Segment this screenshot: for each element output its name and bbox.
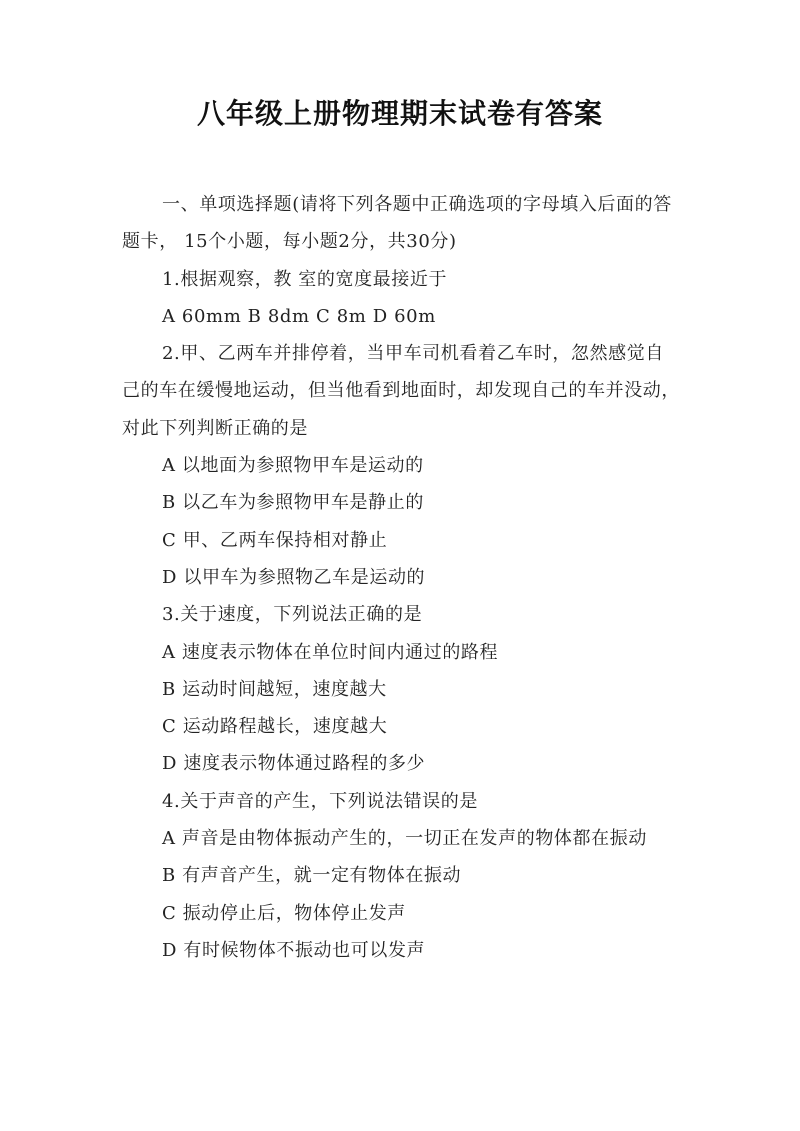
question-4-option-a: A 声音是由物体振动产生的，一切正在发声的物体都在振动 [162, 828, 647, 850]
question-4: 4.关于声音的产生，下列说法错误的是 [162, 790, 478, 812]
question-4-option-c: C 振动停止后，物体停止发声 [162, 902, 406, 924]
question-1-options: A 60mm B 8dm C 8m D 60m [162, 305, 436, 327]
document-title: 八年级上册物理期末试卷有答案 [196, 97, 603, 130]
question-3-option-d: D 速度表示物体通过路程的多少 [162, 753, 426, 775]
question-3-option-a: A 速度表示物体在单位时间内通过的路程 [162, 641, 499, 663]
question-2-option-d: D 以甲车为参照物乙车是运动的 [162, 566, 426, 588]
question-3: 3.关于速度，下列说法正确的是 [162, 604, 423, 626]
question-3-option-c: C 运动路程越长，速度越大 [162, 716, 388, 738]
question-4-option-b: B 有声音产生，就一定有物体在振动 [162, 865, 462, 887]
question-2-option-c: C 甲、乙两车保持相对静止 [162, 529, 388, 551]
question-2-option-a: A 以地面为参照物甲车是运动的 [162, 455, 424, 477]
question-1: 1.根据观察，教 室的宽度最接近于 [162, 268, 448, 290]
question-2: 2.甲、乙两车并排停着，当甲车司机看着乙车时，忽然感觉自己的车在缓慢地运动，但当他看到地面时，却发现自己的车并没动，对此下列判断正确的是 [122, 343, 680, 439]
section-heading: 一、单项选择题(请将下列各题中正确选项的字母填入后面的答题卡， 15个小题，每小题2分，共30分) [122, 194, 672, 253]
question-4-option-d: D 有时候物体不振动也可以发声 [162, 939, 426, 961]
question-2-option-b: B 以乙车为参照物甲车是静止的 [162, 492, 424, 514]
question-3-option-b: B 运动时间越短，速度越大 [162, 678, 387, 700]
document-body [122, 186, 682, 969]
